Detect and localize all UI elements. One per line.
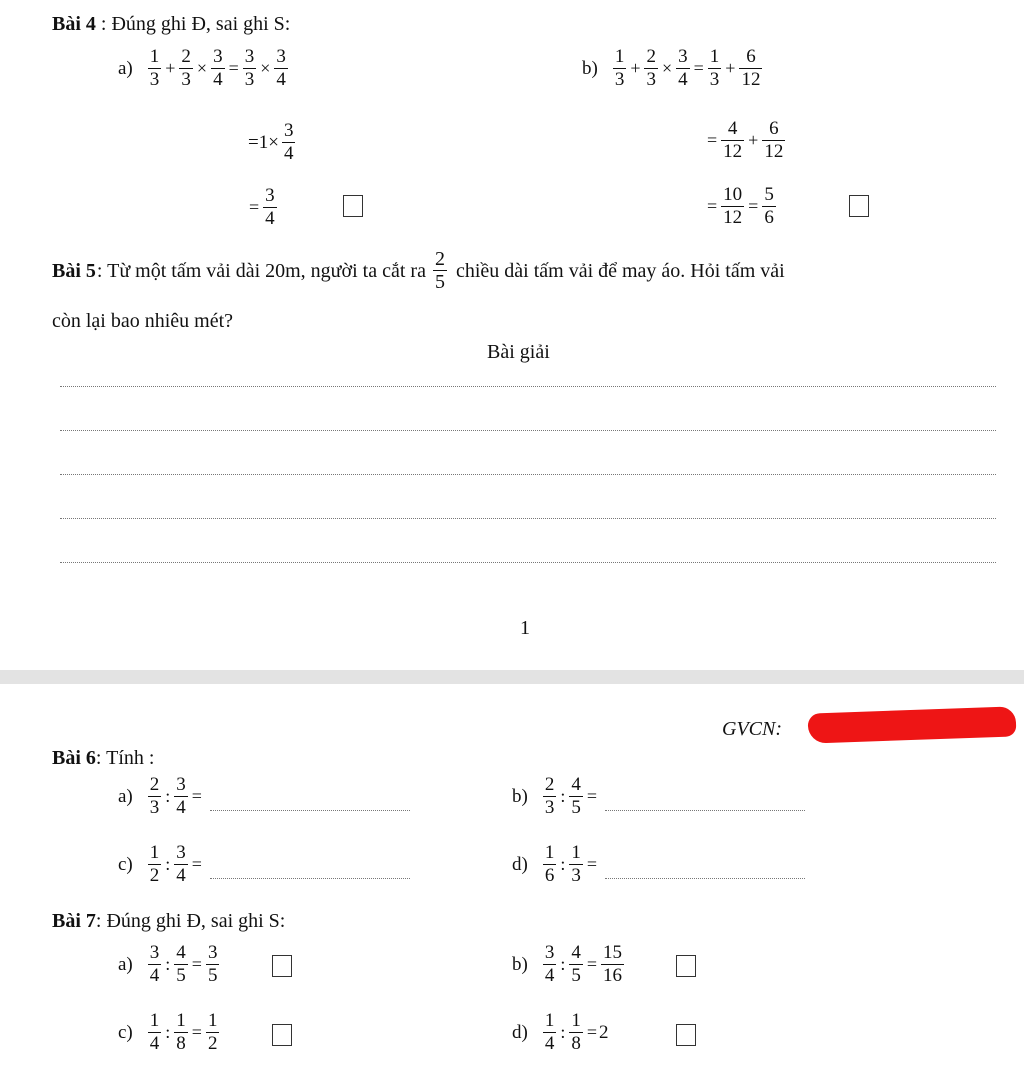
fraction: $\frac{1}{3}$ — [614, 46, 625, 90]
bai4-a-line2: =1× $\frac{3}{4}$ — [248, 120, 294, 164]
answer-checkbox-bai7-c[interactable] — [272, 1024, 292, 1046]
fraction: $\frac{3}{5}$ — [207, 942, 218, 986]
item-label: b) — [582, 57, 598, 79]
bai4-title-bold: Bài 4 — [52, 13, 96, 35]
fraction: $\frac{2}{3}$ — [149, 774, 160, 818]
answer-line[interactable] — [60, 386, 996, 387]
fraction: $\frac{3}{3}$ — [244, 46, 255, 90]
bai4-title-rest: : Đúng ghi Đ, sai ghi S: — [95, 13, 291, 35]
item-label: b) — [512, 785, 528, 807]
fraction: $\frac{3}{4}$ — [176, 842, 186, 886]
teacher-label: GVCN: — [722, 718, 782, 740]
answer-blank[interactable] — [605, 810, 805, 811]
fraction: $\frac{4}{5}$ — [571, 942, 581, 986]
bai5-line2: còn lại bao nhiêu mét? — [52, 310, 234, 332]
fraction: $\frac{1}{6}$ — [544, 842, 555, 886]
fraction: $\frac{5}{6}$ — [764, 184, 774, 228]
fraction: $\frac{1}{8}$ — [176, 1010, 186, 1054]
bai4-b-line1: b) $\frac{1}{3}$ + $\frac{2}{3}$ × $\frac{3}{4}$ = $\frac{1}{3}$ + $\frac{6}{12}$ — [582, 46, 761, 90]
redaction-mark — [808, 706, 1017, 743]
fraction: $\frac{1}{4}$ — [544, 1010, 555, 1054]
answer-line[interactable] — [60, 518, 996, 519]
item-label: a) — [118, 953, 133, 975]
answer-blank[interactable] — [605, 878, 805, 879]
bai6-item-c: c) $\frac{1}{2}$ : $\frac{3}{4}$ = — [118, 842, 410, 887]
fraction: $\frac{3}{4}$ — [276, 46, 286, 90]
bai4-a-line3: = $\frac{3}{4}$ — [249, 185, 275, 229]
page-break — [0, 670, 1024, 684]
fraction: $\frac{3}{4}$ — [678, 46, 688, 90]
fraction: $\frac{2}{3}$ — [181, 46, 191, 90]
answer-blank[interactable] — [210, 878, 410, 879]
bai6-title-bold: Bài 6 — [52, 747, 96, 769]
fraction: $\frac{4}{5}$ — [176, 942, 186, 986]
bai5-line1: Bài 5 : Từ một tấm vải dài 20m, người ta cắt ra $\frac{2}{5}$ chiều dài tấm vải để may áo. Hỏi tấm vải — [52, 248, 785, 293]
answer-checkbox-bai7-a[interactable] — [272, 955, 292, 977]
fraction: $\frac{10}{12}$ — [723, 184, 743, 228]
item-label: c) — [118, 853, 133, 875]
bai6-title: Bài 6: Tính : — [52, 747, 155, 769]
item-label: d) — [512, 1021, 528, 1043]
solution-heading: Bài giải — [487, 341, 550, 363]
fraction: $\frac{6}{12}$ — [741, 46, 761, 90]
answer-blank[interactable] — [210, 810, 410, 811]
item-label: a) — [118, 57, 133, 79]
item-label: a) — [118, 785, 133, 807]
page-number: 1 — [520, 617, 530, 639]
answer-line[interactable] — [60, 562, 996, 563]
answer-line[interactable] — [60, 430, 996, 431]
answer-line[interactable] — [60, 474, 996, 475]
fraction: $\frac{6}{12}$ — [764, 118, 784, 162]
answer-checkbox-bai7-b[interactable] — [676, 955, 696, 977]
fraction: $\frac{3}{4}$ — [213, 46, 223, 90]
answer-checkbox-bai7-d[interactable] — [676, 1024, 696, 1046]
fraction: $\frac{1}{2}$ — [149, 842, 160, 886]
bai7-title: Bài 7: Đúng ghi Đ, sai ghi S: — [52, 910, 286, 932]
fraction: $\frac{2}{3}$ — [646, 46, 656, 90]
bai4-a-line1: a) $\frac{1}{3}$ + $\frac{2}{3}$ × $\frac{3}{4}$ = $\frac{3}{3}$ × $\frac{3}{4}$ — [118, 46, 286, 90]
bai7-item-a: a) $\frac{3}{4}$ : $\frac{4}{5}$ = $\frac{3}{5}$ — [118, 942, 218, 986]
fraction: $\frac{1}{3}$ — [149, 46, 160, 90]
item-label: b) — [512, 953, 528, 975]
fraction: $\frac{2}{3}$ — [544, 774, 555, 818]
fraction: $\frac{2}{5}$ — [434, 248, 445, 293]
bai4-b-line3: = $\frac{10}{12}$ = $\frac{5}{6}$ — [707, 184, 774, 228]
item-label: d) — [512, 853, 528, 875]
fraction: $\frac{1}{3}$ — [571, 842, 581, 886]
bai7-title-bold: Bài 7 — [52, 910, 96, 932]
fraction: $\frac{4}{12}$ — [723, 118, 743, 162]
bai7-item-d: d) $\frac{1}{4}$ : $\frac{1}{8}$ = 2 — [512, 1010, 609, 1054]
bai7-item-c: c) $\frac{1}{4}$ : $\frac{1}{8}$ = $\frac{1}{2}$ — [118, 1010, 218, 1054]
answer-checkbox-bai4-b[interactable] — [849, 195, 869, 217]
bai4-title — [52, 12, 290, 36]
answer-checkbox-bai4-a[interactable] — [343, 195, 363, 217]
fraction: $\frac{1}{2}$ — [207, 1010, 218, 1054]
bai7-item-b: b) $\frac{3}{4}$ : $\frac{4}{5}$ = $\frac{15}{16}$ — [512, 942, 622, 986]
bai6-item-b: b) $\frac{2}{3}$ : $\frac{4}{5}$ = — [512, 774, 805, 819]
fraction: $\frac{3}{4}$ — [544, 942, 555, 986]
item-label: c) — [118, 1021, 133, 1043]
bai6-item-d: d) $\frac{1}{6}$ : $\frac{1}{3}$ = — [512, 842, 805, 887]
bai5-title-bold: Bài 5 — [52, 259, 96, 282]
bai4-b-line2: = $\frac{4}{12}$ + $\frac{6}{12}$ — [707, 118, 784, 162]
fraction: $\frac{1}{4}$ — [149, 1010, 160, 1054]
fraction: $\frac{3}{4}$ — [283, 120, 294, 164]
fraction: $\frac{1}{8}$ — [571, 1010, 581, 1054]
bai6-item-a: a) $\frac{2}{3}$ : $\frac{3}{4}$ = — [118, 774, 410, 819]
fraction: $\frac{15}{16}$ — [603, 942, 622, 986]
fraction: $\frac{4}{5}$ — [571, 774, 581, 818]
fraction: $\frac{3}{4}$ — [176, 774, 186, 818]
fraction: $\frac{3}{4}$ — [265, 185, 275, 229]
fraction: $\frac{1}{3}$ — [709, 46, 720, 90]
fraction: $\frac{3}{4}$ — [149, 942, 160, 986]
